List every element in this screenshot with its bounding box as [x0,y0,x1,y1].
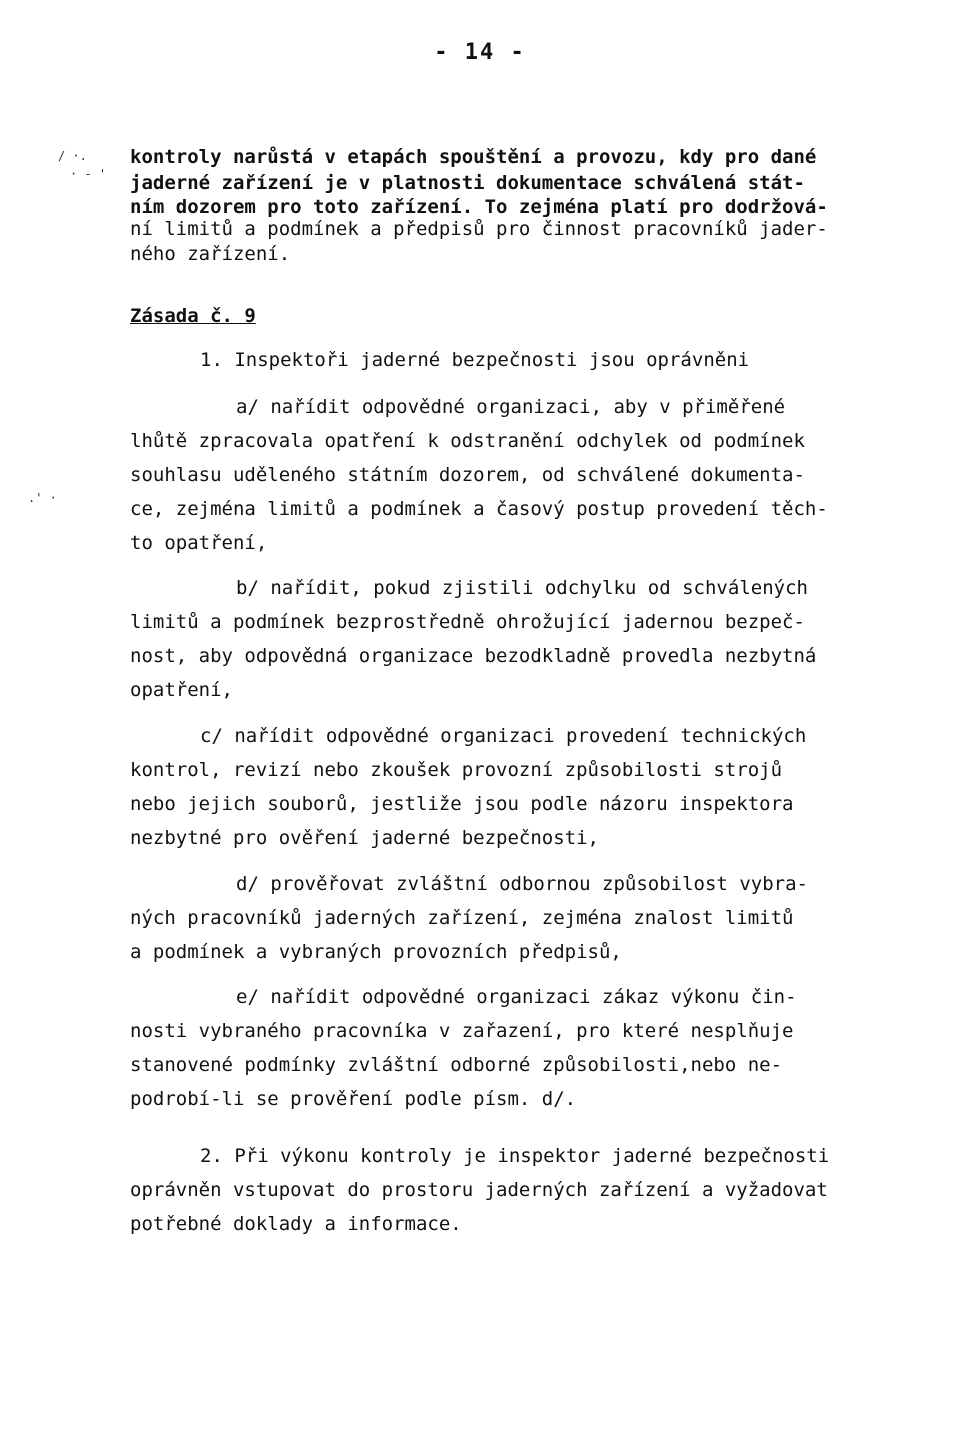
section-heading: Zásada č. 9 [130,305,256,327]
text-line: limitů a podmínek bezprostředně ohrožující jadernou bezpeč- [130,611,805,633]
text-line: souhlasu uděleného státním dozorem, od schválené dokumenta- [130,464,805,486]
page-number: - 14 - [434,40,526,65]
text-line: kontroly narůstá v etapách spouštění a provozu, kdy pro dané [130,146,817,168]
text-line: jaderné zařízení je v platnosti dokumentace schválená stát- [130,172,805,194]
text-line: ní limitů a podmínek a předpisů pro činnost pracovníků jader- [130,218,828,240]
text-line: opatření, [130,679,233,701]
text-line: 2. Při výkonu kontroly je inspektor jaderné bezpečnosti [200,1145,830,1167]
text-line: a/ nařídit odpovědné organizaci, aby v přiměřené [236,396,786,418]
text-line: oprávněn vstupovat do prostoru jaderných zařízení a vyžadovat [130,1179,828,1201]
text-line: potřebné doklady a informace. [130,1213,462,1235]
text-line: ním dozorem pro toto zařízení. To zejména platí pro dodržová- [130,196,828,218]
margin-mark: / ·. [58,149,87,163]
text-line: kontrol, revizí nebo zkoušek provozní způsobilosti strojů [130,759,783,781]
text-line: d/ prověřovat zvláštní odbornou způsobilost vybra- [236,873,808,895]
text-line: nezbytné pro ověření jaderné bezpečnosti, [130,827,599,849]
text-line: ného zařízení. [130,243,291,265]
text-line: to opatření, [130,532,268,554]
text-line: nebo jejich souborů, jestliže jsou podle názoru inspektora [130,793,794,815]
text-line: b/ nařídit, pokud zjistili odchylku od schválených [236,577,808,599]
text-line: c/ nařídit odpovědné organizaci provedení technických [200,725,807,747]
text-line: e/ nařídit odpovědné organizaci zákaz výkonu čin- [236,986,797,1008]
text-line: a podmínek a vybraných provozních předpisů, [130,941,622,963]
margin-mark: · - ' [70,167,107,181]
text-line: ných pracovníků jaderných zařízení, zejména znalost limitů [130,907,794,929]
margin-mark: .' · [28,491,57,505]
text-line: podrobí-li se prověření podle písm. d/. [130,1088,577,1110]
paragraph-lead: 1. Inspektoři jaderné bezpečnosti jsou oprávněni [200,349,750,371]
text-line: stanovené podmínky zvláštní odborné způsobilosti,nebo ne- [130,1054,783,1076]
text-line: nost, aby odpovědná organizace bezodkladně provedla nezbytná [130,645,817,667]
text-line: nosti vybraného pracovníka v zařazení, pro které nesplňuje [130,1020,794,1042]
text-line: ce, zejména limitů a podmínek a časový postup provedení těch- [130,498,828,520]
text-line: lhůtě zpracovala opatření k odstranění odchylek od podmínek [130,430,805,452]
